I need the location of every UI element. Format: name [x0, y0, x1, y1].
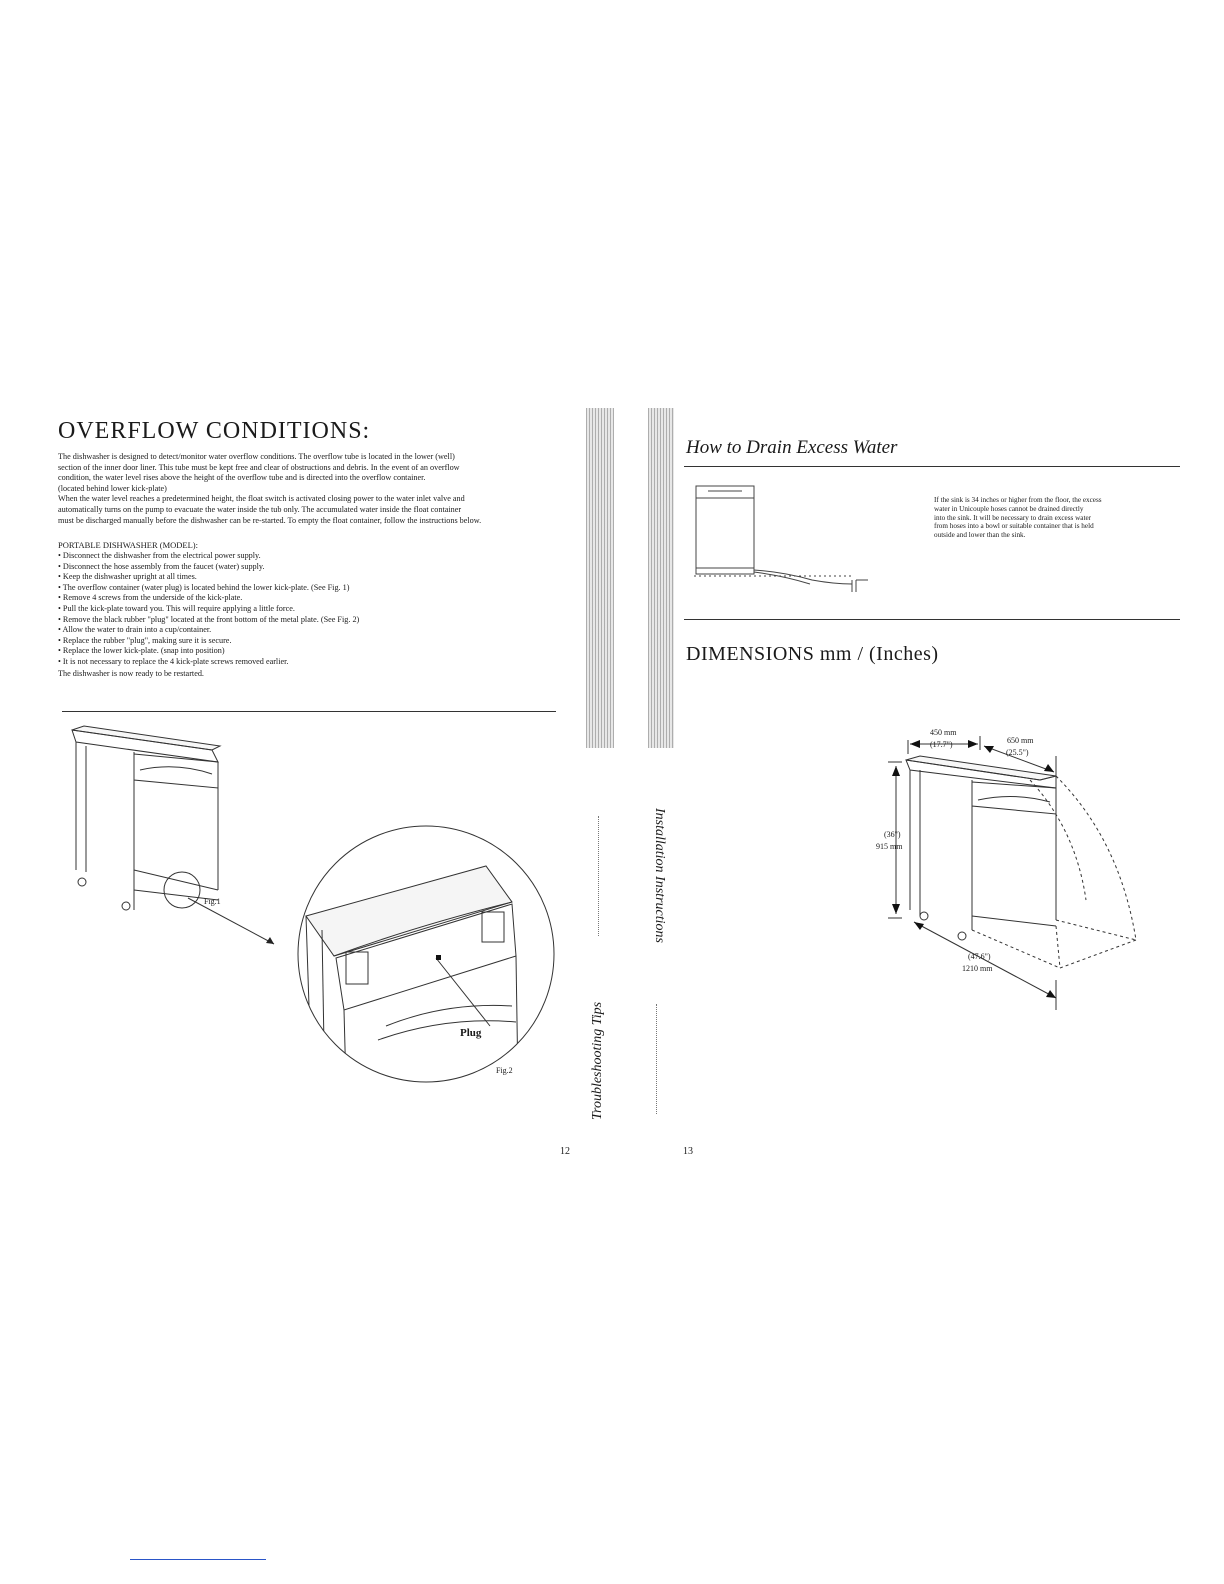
dimensions-diagram — [880, 730, 1150, 1010]
section-title-drain: How to Drain Excess Water — [686, 437, 898, 458]
instruction-steps — [58, 551, 578, 668]
step-item: • Remove the black rubber "plug" located at the front bottom of the metal plate. (See Fig. 2) — [58, 614, 360, 624]
section-divider — [62, 711, 556, 712]
description-line: (located behind lower kick-plate) — [58, 483, 167, 493]
step-item: • Pull the kick-plate toward you. This will require applying a little force. — [58, 603, 295, 613]
dim-width-in: (17.7") — [930, 740, 953, 749]
tab-installation-instructions: Installation Instructions — [652, 808, 667, 943]
bottom-rule-mark — [130, 1559, 266, 1560]
fig1-dishwasher-illustration — [60, 722, 300, 922]
fig2-plug-closeup-illustration — [286, 826, 566, 1086]
step-text: Replace the lower kick-plate. (snap into position) — [62, 646, 225, 656]
dim-height-in: (36") — [884, 830, 901, 839]
drain-hose-illustration — [694, 484, 874, 594]
step-text: Allow the water to drain into a cup/container. — [62, 625, 212, 635]
dim-open-depth-in: (47.6") — [968, 952, 991, 961]
step-text: Replace the rubber "plug", making sure it is secure. — [62, 635, 232, 645]
step-text: Keep the dishwasher upright at all times. — [62, 572, 197, 582]
step-text: The overflow container (water plug) is located behind the lower kick-plate. (See Fig. 1) — [62, 582, 350, 592]
step-item: • Remove 4 screws from the underside of the kick-plate. — [58, 593, 243, 603]
section-divider — [684, 619, 1180, 620]
step-item: • Allow the water to drain into a cup/container. — [58, 625, 212, 635]
description-line: must be discharged manually before the dishwasher can be re-started. To empty the float container, follow the instructions below. — [58, 515, 482, 525]
step-item: • Keep the dishwasher upright at all times. — [58, 572, 197, 582]
tab-troubleshooting-tips: Troubleshooting Tips — [590, 1001, 605, 1120]
drain-note-line: water in Unicouple hoses cannot be drained directly — [934, 504, 1084, 513]
dim-depth-in: (25.5") — [1006, 748, 1029, 757]
page-number-right: 13 — [683, 1146, 693, 1157]
step-text: Disconnect the dishwasher from the electrical power supply. — [62, 551, 261, 560]
drain-note-line: into the sink. It will be necessary to drain excess water — [934, 513, 1092, 522]
description-line: automatically turns on the pump to evacuate the water inside the tub only. The accumulated water inside the float container — [58, 504, 462, 514]
step-item: • It is not necessary to replace the 4 kick-plate screws removed earlier. — [58, 656, 289, 666]
binding-shadow-right — [648, 408, 674, 748]
binding-shadow-left — [586, 408, 614, 748]
step-text: Pull the kick-plate toward you. This will require applying a little force. — [62, 603, 295, 613]
section-subheading: PORTABLE DISHWASHER (MODEL): — [58, 540, 199, 550]
drain-note-line: from hoses into a bowl or suitable container that is held — [934, 522, 1094, 531]
description-line: section of the inner door liner. This tube must be kept free and clear of obstructions and debris. In the event of an overflow — [58, 462, 460, 472]
drain-note-line: If the sink is 34 inches or higher from the floor, the excess — [934, 496, 1102, 504]
plug-callout: Plug — [460, 1027, 482, 1039]
step-item: • Replace the lower kick-plate. (snap into position) — [58, 646, 225, 656]
dim-width-mm: 450 mm — [930, 728, 957, 737]
step-text: It is not necessary to replace the 4 kick-plate screws removed earlier. — [62, 656, 289, 666]
description-line: condition, the water level rises above the height of the overflow tube and is directed into the overflow container. — [58, 473, 426, 483]
drain-instructions — [934, 496, 1144, 540]
dim-depth-mm: 650 mm — [1007, 736, 1034, 745]
fig2-label: Fig.2 — [496, 1066, 513, 1075]
closing-note: The dishwasher is now ready to be restarted. — [58, 669, 204, 678]
drain-note-line: outside and lower than the sink. — [934, 531, 1026, 540]
step-item: • Disconnect the dishwasher from the electrical power supply. — [58, 551, 261, 560]
binding-dots — [656, 1004, 657, 1114]
step-item: • Replace the rubber "plug", making sure it is secure. — [58, 635, 232, 645]
description-line: The dishwasher is designed to detect/monitor water overflow conditions. The overflow tube is located in the lower (well) — [58, 452, 455, 461]
step-text: Remove 4 screws from the underside of the kick-plate. — [62, 593, 243, 603]
step-text: Disconnect the hose assembly from the faucet (water) supply. — [62, 561, 265, 571]
fig1-label: Fig.1 — [204, 897, 221, 906]
dim-height-mm: 915 mm — [876, 842, 903, 851]
step-item: • The overflow container (water plug) is located behind the lower kick-plate. (See Fig. 1) — [58, 582, 350, 592]
section-title-dimensions: DIMENSIONS mm / (Inches) — [686, 643, 939, 665]
page-title-overflow: OVERFLOW CONDITIONS: — [58, 418, 371, 444]
dim-open-depth-mm: 1210 mm — [962, 964, 993, 973]
description-line: When the water level reaches a predetermined height, the float switch is activated closing power to the water inlet valve and — [58, 494, 465, 504]
binding-dots — [598, 816, 599, 936]
section-divider — [684, 466, 1180, 467]
overflow-description — [58, 452, 578, 526]
step-text: Remove the black rubber "plug" located at the front bottom of the metal plate. (See Fig. 2) — [62, 614, 360, 624]
step-item: • Disconnect the hose assembly from the faucet (water) supply. — [58, 561, 265, 571]
page-number-left: 12 — [560, 1146, 570, 1157]
